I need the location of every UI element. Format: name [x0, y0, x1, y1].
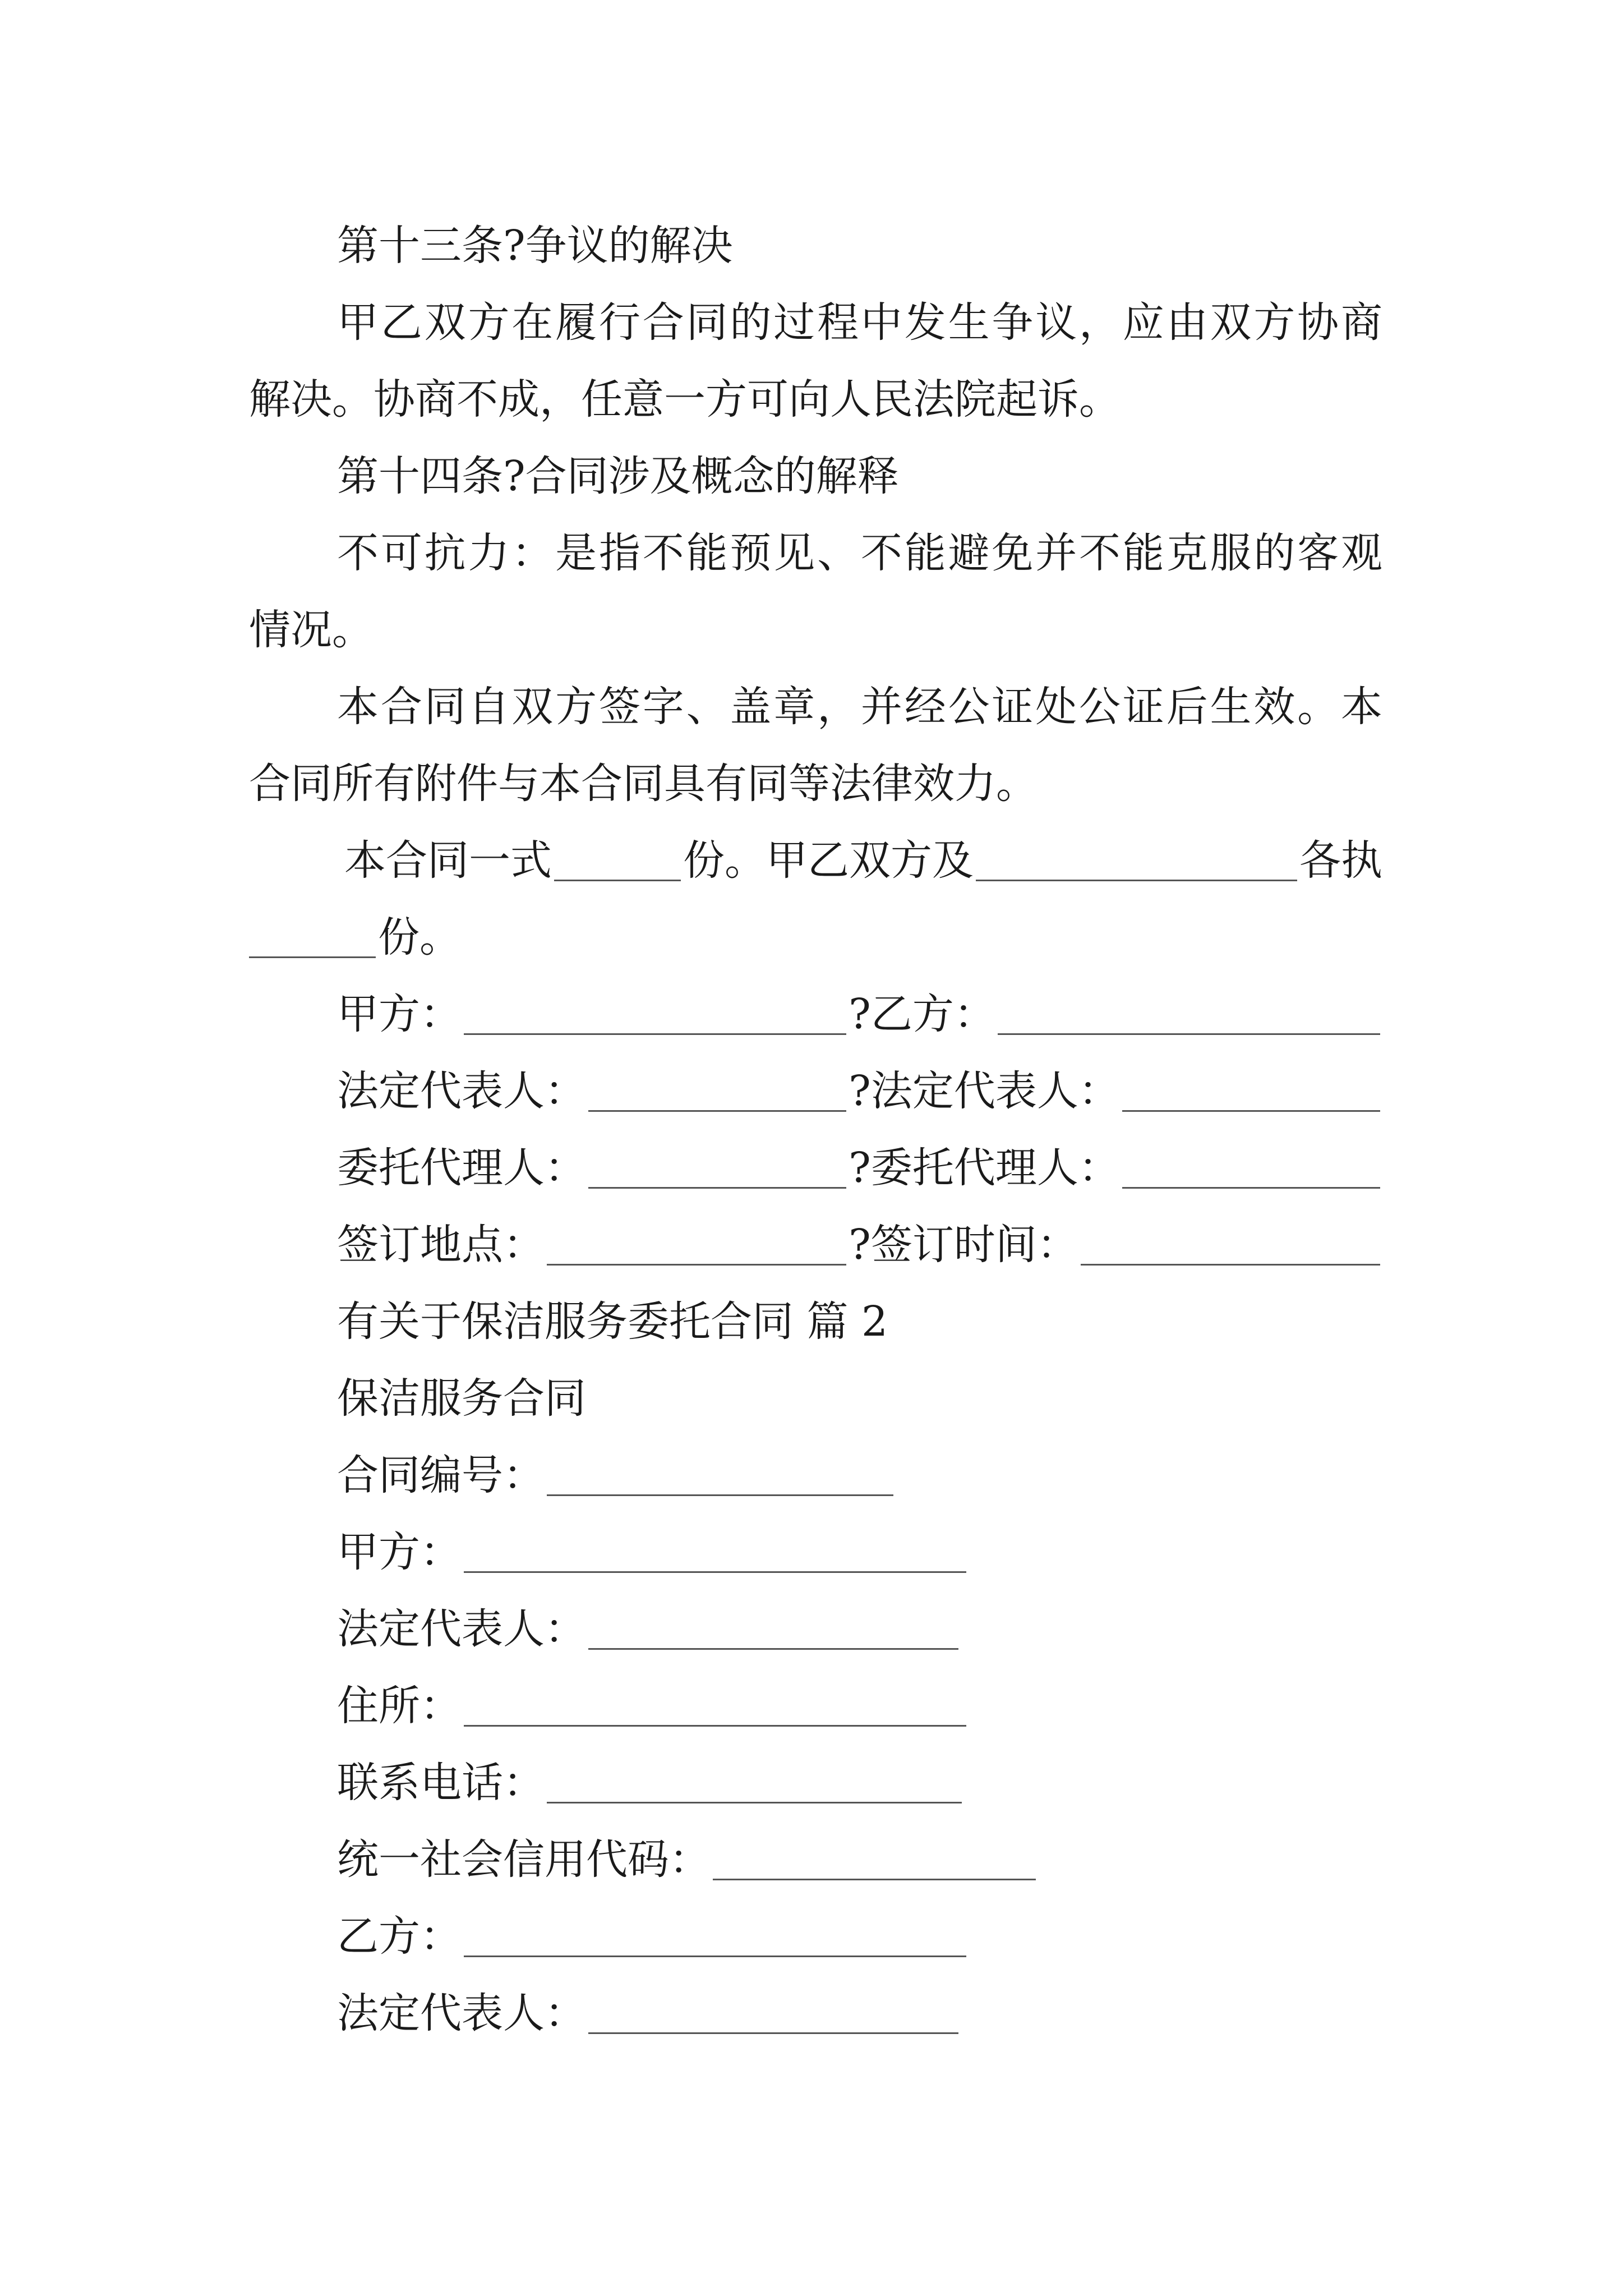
copies-line-2: [249, 899, 1382, 976]
field-legal-rep-a: [337, 1590, 1382, 1668]
address-label: 住所：: [337, 1682, 462, 1730]
sign-place-blank[interactable]: [547, 1263, 846, 1266]
credit-code-blank[interactable]: [713, 1878, 1036, 1880]
effectiveness-line-2: 合同所有附件与本合同具有同等法律效力。: [249, 760, 1038, 808]
sign-place-label: 签订地点：: [337, 1221, 545, 1269]
sign-time-blank[interactable]: [1081, 1263, 1380, 1266]
legal-rep-b-blank[interactable]: [1122, 1110, 1380, 1112]
signature-row-place-time: [337, 1206, 1382, 1283]
credit-code-label: 统一社会信用代码：: [337, 1835, 711, 1884]
copies-count-blank[interactable]: [554, 879, 681, 881]
party-a-label: 甲方：: [337, 990, 462, 1038]
legal-rep-a-field-blank[interactable]: [588, 1648, 958, 1650]
legal-rep-a-blank[interactable]: [588, 1110, 846, 1112]
legal-rep-b-field-label: 法定代表人：: [337, 1989, 586, 2037]
copies-each-blank[interactable]: [249, 956, 376, 958]
section-2-heading: 有关于保洁服务委托合同 篇 2: [337, 1297, 888, 1346]
field-party-a: [337, 1513, 1382, 1591]
copies-holder-blank[interactable]: [976, 879, 1297, 881]
field-phone: [337, 1744, 1382, 1821]
effectiveness-line-1: 本合同自双方签字、盖章，并经公证处公证后生效。本: [337, 683, 1382, 731]
copies-text-2: 份。甲乙双方及: [683, 836, 974, 885]
field-contract-number: [337, 1437, 1382, 1514]
field-address: [337, 1667, 1382, 1745]
article-14-line-2: 情况。: [249, 606, 374, 654]
field-credit-code: [337, 1821, 1382, 1898]
contract-number-label: 合同编号：: [337, 1451, 545, 1499]
legal-rep-a-label: 法定代表人：: [337, 1067, 586, 1115]
phone-blank[interactable]: [547, 1801, 962, 1803]
agent-b-blank[interactable]: [1122, 1186, 1380, 1189]
signature-row-party: [337, 976, 1382, 1053]
party-a-field-blank[interactable]: [464, 1571, 966, 1573]
party-b-blank[interactable]: [998, 1033, 1380, 1035]
copies-text-3: 各执: [1299, 836, 1382, 885]
party-b-field-label: 乙方：: [337, 1912, 462, 1961]
legal-rep-b-label: ?法定代表人：: [849, 1067, 1120, 1115]
article-14-heading: 第十四条?合同涉及概念的解释: [337, 452, 899, 500]
copies-line: [344, 822, 1382, 899]
copies-text-4: 份。: [378, 913, 461, 961]
article-13-heading: 第十三条?争议的解决: [337, 222, 733, 270]
address-blank[interactable]: [464, 1724, 966, 1727]
party-a-field-label: 甲方：: [337, 1528, 462, 1576]
legal-rep-a-field-label: 法定代表人：: [337, 1605, 586, 1653]
field-legal-rep-b: [337, 1975, 1382, 2052]
article-13-line-1: 甲乙双方在履行合同的过程中发生争议，应由双方协商: [337, 298, 1382, 347]
party-b-field-blank[interactable]: [464, 1955, 966, 1957]
article-14-line-1: 不可抗力：是指不能预见、不能避免并不能克服的客观: [337, 529, 1382, 577]
party-b-label: ?乙方：: [849, 990, 995, 1038]
contract-number-blank[interactable]: [547, 1494, 893, 1496]
agent-a-label: 委托代理人：: [337, 1144, 586, 1192]
agent-b-label: ?委托代理人：: [849, 1144, 1120, 1192]
legal-rep-b-field-blank[interactable]: [588, 2032, 958, 2034]
article-13-line-2: 解决。协商不成，任意一方可向人民法院起诉。: [249, 375, 1121, 424]
phone-label: 联系电话：: [337, 1759, 545, 1807]
field-party-b: [337, 1898, 1382, 1975]
party-a-blank[interactable]: [464, 1033, 846, 1035]
contract-title: 保洁服务合同: [337, 1374, 586, 1423]
signature-row-agent: [337, 1129, 1382, 1207]
sign-time-label: ?签订时间：: [849, 1221, 1078, 1269]
copies-text-1: 本合同一式: [344, 836, 552, 885]
signature-row-legal-rep: [337, 1052, 1382, 1130]
agent-a-blank[interactable]: [588, 1186, 846, 1189]
